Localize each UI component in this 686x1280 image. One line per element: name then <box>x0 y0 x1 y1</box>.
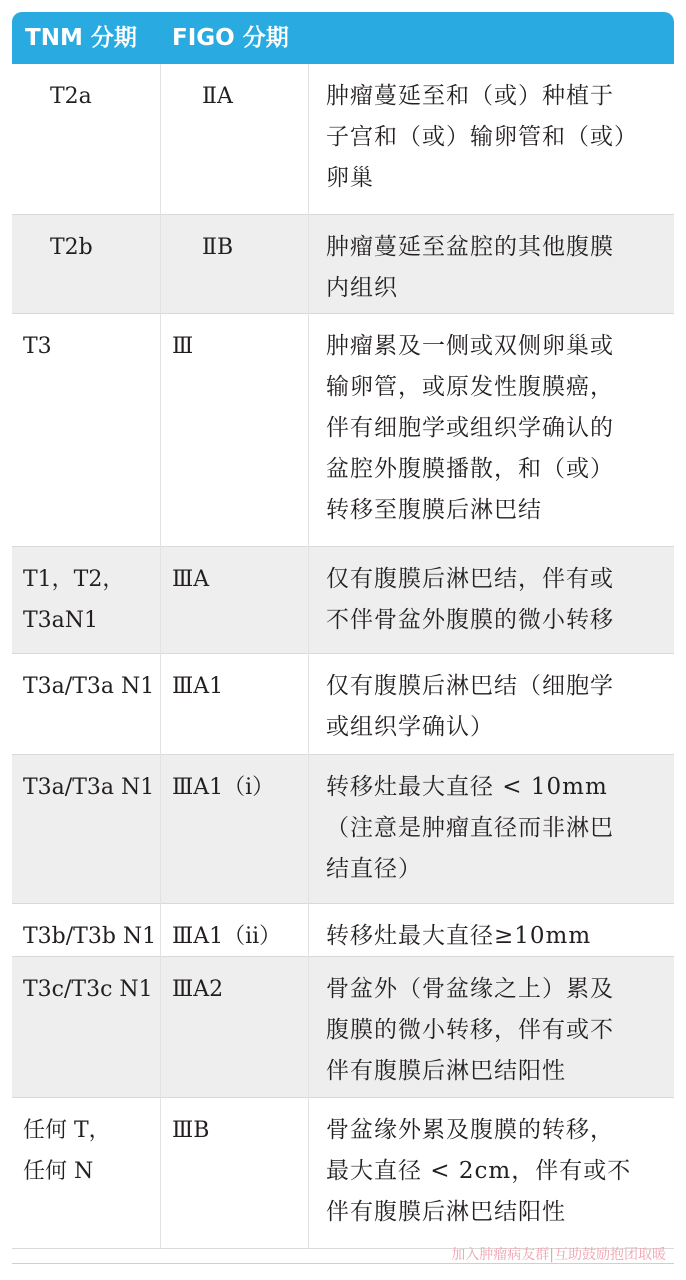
tnm-cell <box>50 76 92 117</box>
description-cell <box>326 227 666 309</box>
description-line: 不伴骨盆外腹膜的微小转移 <box>326 607 614 633</box>
description-line: 伴有腹膜后淋巴结阳性 <box>326 1199 566 1225</box>
description-line: 最大直径 < 2cm，伴有或不 <box>326 1158 632 1184</box>
description-line: 输卵管，或原发性腹膜癌， <box>326 374 614 400</box>
tnm-text: T3a/T3a N1 <box>23 775 155 800</box>
tnm-text: T3 <box>23 334 52 359</box>
tnm-column-header: TNM 分期 <box>25 25 137 51</box>
description-line: 肿瘤蔓延至和（或）种植于 <box>326 83 614 109</box>
description-line: 结直径） <box>326 856 422 882</box>
tnm-cell <box>23 969 153 1010</box>
description-cell <box>326 559 666 641</box>
tnm-text: T3aN1 <box>23 608 99 633</box>
description-line: 盆腔外腹膜播散，和（或） <box>326 456 614 482</box>
table-row <box>12 654 674 755</box>
column-divider <box>308 64 309 1249</box>
description-cell <box>326 1110 666 1233</box>
description-line: 卵巢 <box>326 165 374 191</box>
figo-cell: ⅢA1 <box>172 674 224 699</box>
table-header <box>12 12 674 64</box>
tnm-text: 任何 T， <box>23 1118 111 1143</box>
tnm-cell <box>23 1110 111 1192</box>
tnm-cell <box>23 767 154 808</box>
description-line: （注意是肿瘤直径而非淋巴 <box>326 815 614 841</box>
description-cell <box>326 767 666 890</box>
figo-cell: ⅢA <box>172 567 210 592</box>
tnm-text: T3a/T3a N1 <box>23 674 155 699</box>
table-row <box>12 547 674 654</box>
description-line: 伴有细胞学或组织学确认的 <box>326 415 614 441</box>
description-cell <box>326 969 666 1092</box>
description-line: 或组织学确认） <box>326 714 494 740</box>
tnm-text: T2a <box>50 84 92 109</box>
tnm-cell <box>50 227 93 268</box>
table-row <box>12 64 674 215</box>
description-cell <box>326 326 666 531</box>
description-line: 转移至腹膜后淋巴结 <box>326 497 542 523</box>
description-line: 腹膜的微小转移，伴有或不 <box>326 1017 614 1043</box>
description-cell <box>326 666 666 748</box>
figo-cell: ⅢA2 <box>172 977 224 1002</box>
table-row <box>12 957 674 1098</box>
staging-table <box>12 12 674 1249</box>
watermark-text: 加入肿瘤病友群|互助鼓励抱团取暖 <box>451 1247 666 1263</box>
description-line: 肿瘤累及一侧或双侧卵巢或 <box>326 333 614 359</box>
description-line: 转移灶最大直径≥10mm <box>326 923 592 949</box>
table-row <box>12 755 674 904</box>
table-row <box>12 314 674 547</box>
figo-cell: ⅢA1（ii） <box>172 924 282 949</box>
figo-cell: ⅢA1（i） <box>172 775 275 800</box>
description-line: 内组织 <box>326 275 398 301</box>
description-line: 子宫和（或）输卵管和（或） <box>326 124 638 150</box>
tnm-text: 任何 N <box>23 1159 94 1184</box>
table-row <box>12 904 674 957</box>
description-line: 骨盆外（骨盆缘之上）累及 <box>326 976 614 1002</box>
figo-cell: ⅢB <box>172 1118 210 1143</box>
table-body <box>12 64 674 1249</box>
figo-column-header: FIGO 分期 <box>172 25 289 51</box>
table-row <box>12 1098 674 1249</box>
tnm-cell <box>23 666 154 707</box>
description-line: 骨盆缘外累及腹膜的转移， <box>326 1117 614 1143</box>
tnm-text: T1，T2， <box>23 567 125 592</box>
description-line: 转移灶最大直径 < 10mm <box>326 774 608 800</box>
tnm-text: T2b <box>50 235 93 260</box>
description-line: 仅有腹膜后淋巴结，伴有或 <box>326 566 614 592</box>
tnm-cell <box>23 326 52 367</box>
tnm-text: T3b/T3b N1 <box>23 924 157 949</box>
description-cell <box>326 76 666 199</box>
tnm-text: T3c/T3c N1 <box>23 977 153 1002</box>
tnm-cell <box>23 916 156 957</box>
tnm-cell <box>23 559 124 641</box>
description-line: 仅有腹膜后淋巴结（细胞学 <box>326 673 614 699</box>
table-row <box>12 215 674 314</box>
description-cell <box>326 916 666 957</box>
figo-cell: ⅡB <box>202 235 234 260</box>
figo-cell: ⅡA <box>202 84 233 109</box>
description-line: 伴有腹膜后淋巴结阳性 <box>326 1058 566 1084</box>
description-line: 肿瘤蔓延至盆腔的其他腹膜 <box>326 234 614 260</box>
column-divider <box>160 64 161 1249</box>
figo-cell: Ⅲ <box>172 334 194 359</box>
